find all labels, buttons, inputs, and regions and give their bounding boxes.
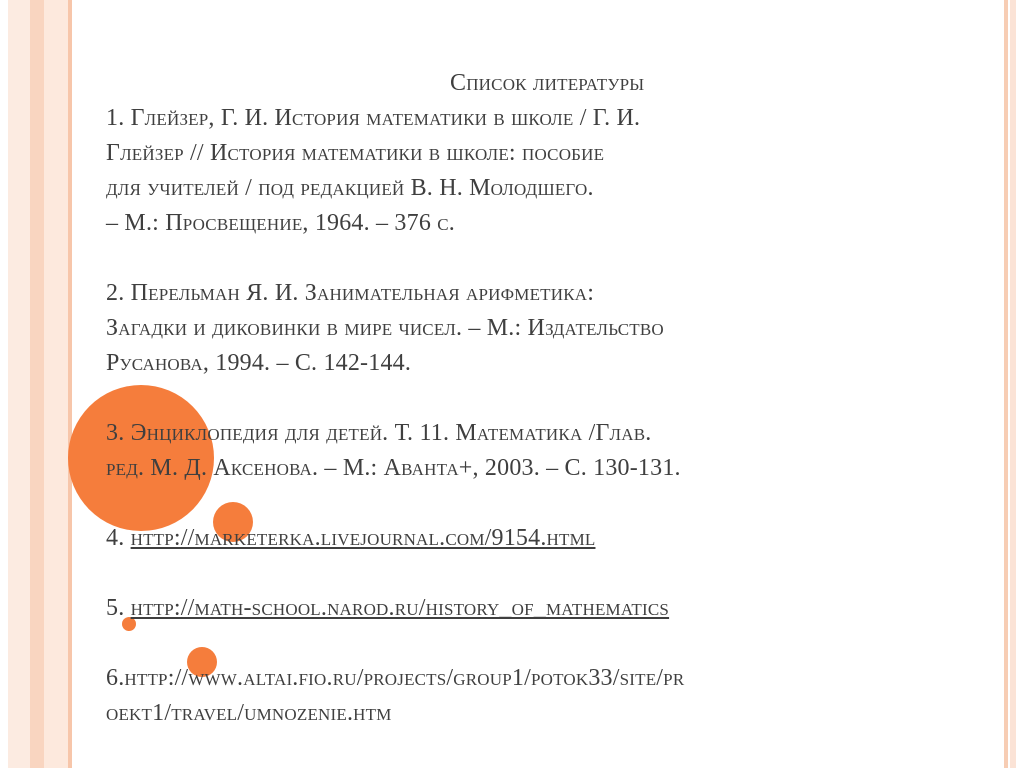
reference-line: Глейзер // История математики в школе: пособие bbox=[106, 140, 605, 166]
reference-item-5 bbox=[106, 591, 956, 626]
page-title: Список литературы bbox=[450, 70, 645, 96]
decor-stripe-right-2 bbox=[1010, 0, 1016, 768]
reference-item-2 bbox=[106, 276, 956, 381]
reference-line: 3. Энциклопедия для детей. Т. 11. Математика /Глав. bbox=[106, 420, 652, 446]
reference-line: 6.http://www.altai.fio.ru/projects/group1/potok33/site/pr bbox=[106, 665, 685, 691]
reference-link-math-school[interactable]: http://math-school.narod.ru/history_of_mathematics bbox=[130, 595, 670, 621]
reference-line: 1. Глейзер, Г. И. История математики в школе / Г. И. bbox=[106, 105, 641, 131]
reference-line: для учителей / под редакцией В. Н. Молодшего. bbox=[106, 175, 594, 201]
reference-number: 4. bbox=[106, 525, 131, 551]
reference-number: 5. bbox=[106, 595, 131, 621]
reference-link-marketerka[interactable]: http://marketerka.livejournal.com/9154.html bbox=[130, 525, 596, 551]
reference-item-4 bbox=[106, 521, 956, 556]
reference-line: ред. М. Д. Аксенова. – М.: Аванта+, 2003. – С. 130-131. bbox=[106, 455, 681, 481]
reference-line: Русанова, 1994. – С. 142-144. bbox=[106, 350, 412, 376]
reference-line: 2. Перельман Я. И. Занимательная арифметика: bbox=[106, 280, 595, 306]
reference-line: oekt1/travel/umnozenie.htm bbox=[106, 700, 392, 726]
reference-line: Загадки и диковинки в мире чисел. – М.: Издательство bbox=[106, 315, 664, 341]
decor-stripe-left-2 bbox=[30, 0, 44, 768]
references-block bbox=[106, 66, 956, 731]
decor-stripe-left-3 bbox=[44, 0, 68, 768]
reference-item-3 bbox=[106, 416, 956, 486]
decor-stripe-right-1 bbox=[1004, 0, 1008, 768]
reference-item-1 bbox=[106, 101, 956, 241]
decor-stripe-left-4 bbox=[68, 0, 72, 768]
reference-item-6 bbox=[106, 661, 956, 731]
reference-line: – М.: Просвещение, 1964. – 376 с. bbox=[106, 210, 455, 236]
decor-stripe-left-1 bbox=[8, 0, 30, 768]
